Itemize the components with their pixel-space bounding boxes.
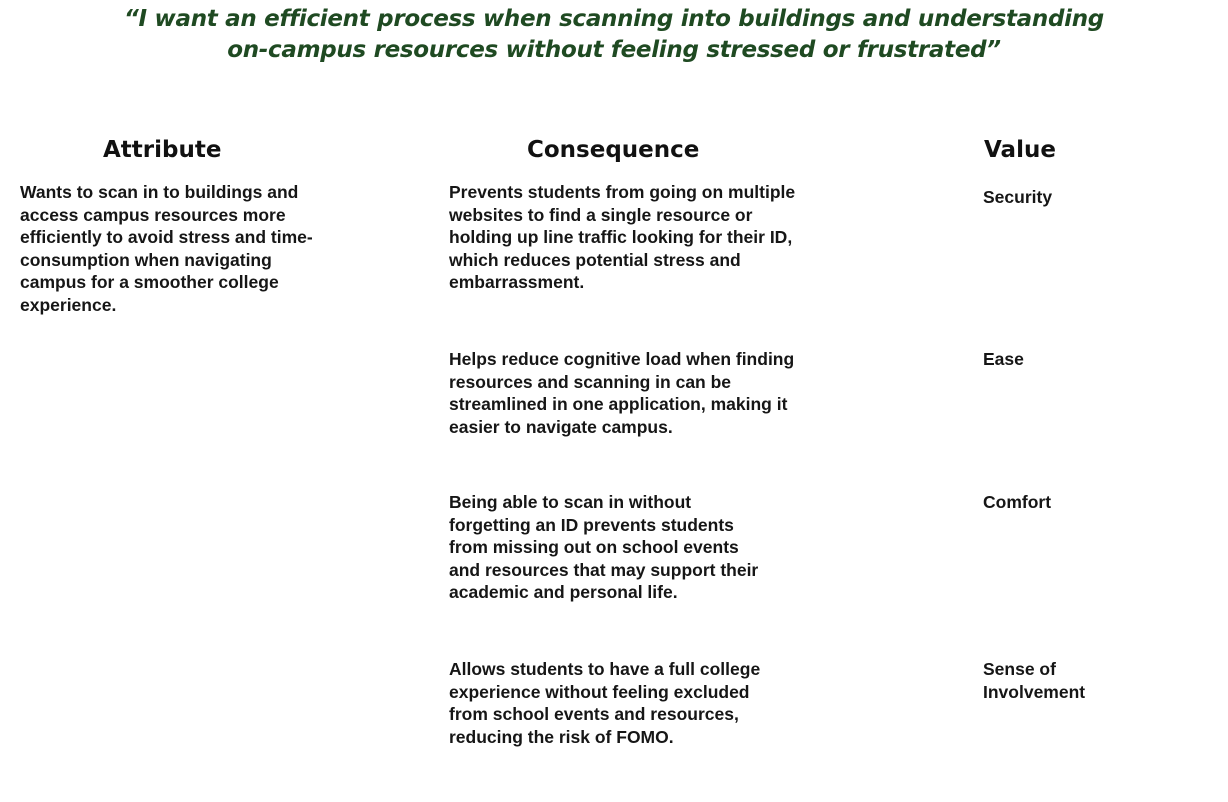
attribute-text: Wants to scan in to buildings and access campus resources more efficiently to avoid stress and time- consumption when navigating campus for a smoother college experience. (20, 182, 313, 315)
attribute-header: Attribute (103, 137, 222, 163)
user-quote (0, 4, 1228, 66)
consequence-text-involvement: Allows students to have a full college experience without feeling excluded from school events and resources, reducing the risk of FOMO. (449, 659, 761, 747)
value-security: Security (983, 187, 1053, 207)
consequence-text-security: Prevents students from going on multiple websites to find a single resource or holding up line traffic looking for their ID, which reduces potential stress and embarrassment. (449, 182, 796, 292)
consequence-text-comfort: Being able to scan in without forgetting an ID prevents students from missing out on school events and resources that may support their academic and personal life. (449, 492, 759, 602)
value-header: Value (984, 137, 1056, 163)
consequence-header: Consequence (527, 137, 700, 163)
value-comfort: Comfort (983, 492, 1052, 512)
value-involvement: Sense of Involvement (983, 659, 1086, 702)
quote-line-1: “I want an efficient process when scanning into buildings and understanding (124, 6, 1104, 32)
value-ease: Ease (983, 349, 1024, 369)
quote-line-2: on-campus resources without feeling stressed or frustrated” (227, 37, 1001, 63)
consequence-text-ease: Helps reduce cognitive load when finding resources and scanning in can be streamlined in one application, making it easier to navigate campus. (449, 349, 795, 437)
